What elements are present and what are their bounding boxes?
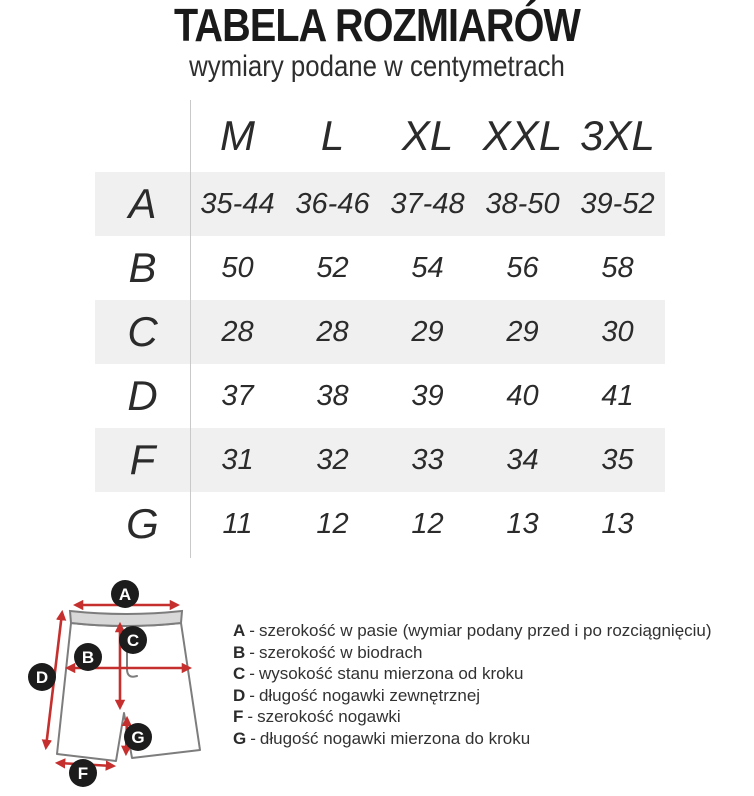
table-cell: 38	[316, 379, 349, 412]
table-cell: 58	[601, 251, 634, 284]
badge-d	[28, 663, 56, 691]
legend-separator: -	[249, 664, 255, 683]
badge-c	[119, 626, 147, 654]
table-cell: 12	[316, 507, 349, 540]
table-cell: 35-44	[200, 187, 275, 220]
legend-separator: -	[249, 685, 255, 705]
page-subtitle: wymiary podane w centymetrach	[189, 49, 565, 83]
table-cell: 31	[221, 443, 254, 476]
legend-separator: -	[250, 728, 256, 748]
svg-text:D: D	[35, 668, 49, 687]
table-cell: 13	[601, 507, 634, 540]
table-cell: 29	[411, 315, 444, 348]
table-row-b	[95, 236, 665, 300]
legend-item-g	[233, 728, 712, 750]
table-header-row	[95, 100, 665, 172]
table-cell: 54	[411, 251, 444, 284]
legend-desc: długość nogawki mierzona do kroku	[259, 728, 531, 748]
row-label: G	[126, 500, 159, 547]
column-header-m: M	[220, 112, 255, 159]
svg-text:A: A	[118, 585, 132, 604]
table-cell: 12	[411, 507, 444, 540]
legend-item-a	[233, 620, 712, 642]
page-header	[0, 0, 754, 82]
legend-item-b	[233, 642, 712, 664]
table-cell: 35	[601, 443, 634, 476]
legend-desc: wysokość stanu mierzona od kroku	[258, 664, 524, 683]
row-label: D	[127, 372, 158, 419]
legend-desc: szerokość w biodrach	[258, 642, 423, 662]
table-cell: 30	[601, 315, 634, 348]
legend-item-d	[233, 685, 712, 707]
legend-key: A	[233, 621, 246, 640]
legend-separator: -	[247, 707, 254, 726]
table-cell: 56	[506, 251, 539, 284]
table-row-g	[95, 492, 665, 556]
table-cell: 32	[316, 443, 349, 476]
shorts-measurement-diagram	[25, 578, 230, 796]
legend-key: F	[233, 707, 244, 726]
legend-desc: szerokość w pasie (wymiar podany przed i po rozciągnięciu)	[258, 621, 712, 640]
table-cell: 29	[506, 315, 539, 348]
badge-b	[74, 643, 102, 671]
legend-key: C	[233, 664, 246, 683]
table-row-c	[95, 300, 665, 364]
column-header-l: L	[320, 112, 345, 159]
table-cell: 38-50	[485, 187, 560, 220]
row-label: B	[128, 244, 157, 291]
size-table	[95, 100, 665, 556]
table-cell: 39	[411, 379, 444, 412]
row-label: F	[129, 436, 156, 483]
table-row-f	[95, 428, 665, 492]
svg-text:B: B	[81, 648, 95, 667]
table-row-a	[95, 172, 665, 236]
table-cell: 37-48	[390, 187, 465, 220]
table-cell: 11	[222, 507, 253, 540]
legend-key: B	[233, 642, 246, 662]
column-header-xxl: XXL	[482, 112, 563, 159]
badge-g	[124, 723, 152, 751]
table-cell: 28	[316, 315, 349, 348]
legend-desc: długość nogawki zewnętrznej	[258, 685, 481, 705]
row-label: A	[128, 180, 157, 227]
legend-item-f	[233, 706, 712, 728]
badge-f	[69, 759, 97, 787]
legend-key: D	[233, 685, 246, 705]
legend-separator: -	[249, 621, 255, 640]
svg-text:F: F	[77, 764, 89, 783]
table-cell: 34	[506, 443, 539, 476]
measurement-legend	[233, 620, 712, 749]
legend-key: G	[233, 728, 247, 748]
column-header-xl: XL	[401, 112, 454, 159]
badge-a	[111, 580, 139, 608]
table-divider	[190, 100, 191, 558]
table-cell: 36-46	[295, 187, 370, 220]
table-cell: 52	[316, 251, 349, 284]
page-title: TABELA ROZMIARÓW	[174, 0, 580, 51]
legend-desc: szerokość nogawki	[257, 707, 401, 726]
table-cell: 37	[221, 379, 254, 412]
legend-separator: -	[249, 642, 255, 662]
table-cell: 50	[221, 251, 254, 284]
table-cell: 41	[601, 379, 634, 412]
svg-text:G: G	[131, 728, 145, 747]
legend-item-c	[233, 663, 712, 685]
row-label: C	[127, 308, 158, 355]
corner-cell	[95, 100, 190, 172]
column-header-3xl: 3XL	[580, 112, 655, 159]
shorts-waistband	[70, 611, 182, 626]
table-cell: 39-52	[580, 187, 655, 220]
table-cell: 33	[411, 443, 444, 476]
table-cell: 28	[221, 315, 254, 348]
svg-text:C: C	[126, 631, 140, 650]
table-cell: 13	[506, 507, 539, 540]
table-row-d	[95, 364, 665, 428]
table-cell: 40	[506, 379, 539, 412]
